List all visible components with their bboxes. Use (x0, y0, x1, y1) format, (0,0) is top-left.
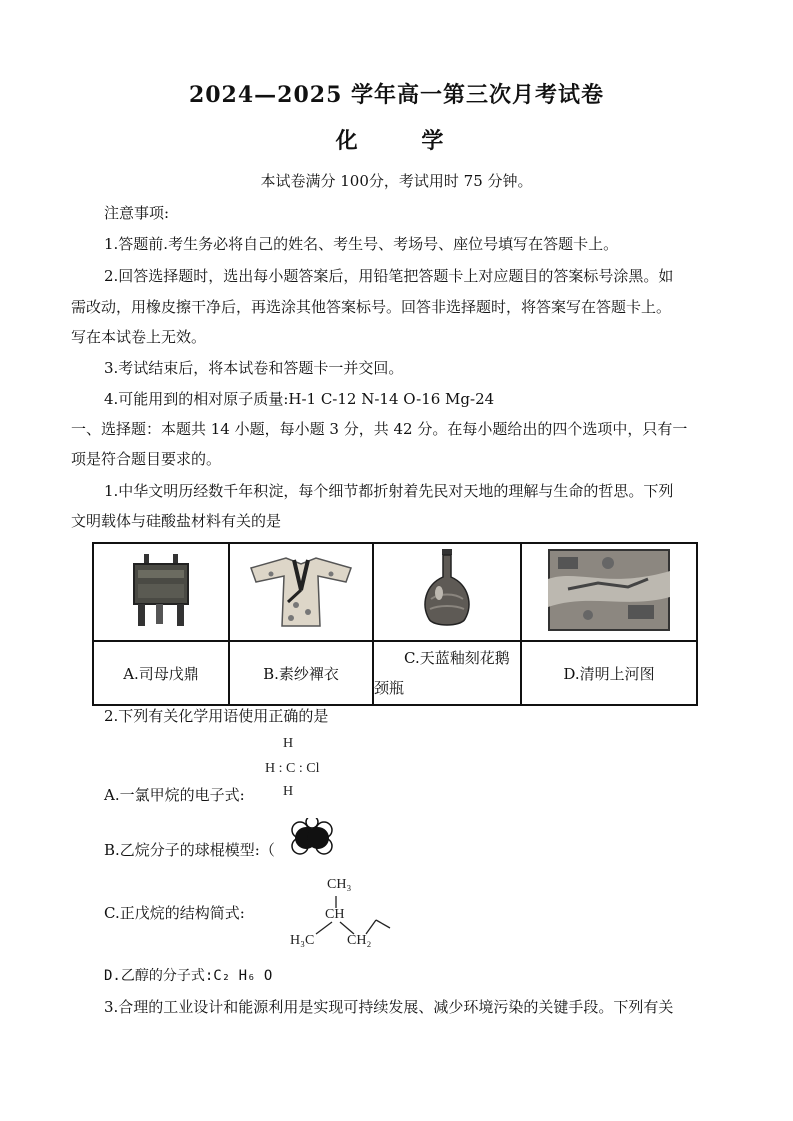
option-c-label-line-2: 颈瓶 (374, 679, 405, 697)
pentane-ch3-top: CH₃ (327, 877, 352, 892)
pentane-bonds (300, 890, 400, 940)
porcelain-vase-icon (417, 547, 477, 633)
q1-options-table (92, 542, 696, 704)
note-item-2-line-3: 写在本试卷上无效。 (71, 328, 207, 346)
chloromethane-middle: H : C : Cl (265, 761, 320, 776)
painting-scroll-icon (548, 549, 670, 631)
note-item-1: 1.答题前.考生务必将自己的姓名、考生号、考场号、座位号填写在答题卡上。 (104, 235, 619, 253)
pentane-ch: CH (325, 907, 345, 922)
q2-option-b: B.乙烷分子的球棍模型:（ (104, 841, 275, 859)
q2-stem: 2.下列有关化学用语使用正确的是 (104, 707, 329, 725)
q1-stem-line-2: 文明载体与硅酸盐材料有关的是 (71, 512, 282, 530)
subject-title: 化 学 (335, 128, 472, 154)
option-a-image-cell (93, 543, 229, 641)
ball-stick-model-icon (288, 818, 336, 858)
pentane-h3c: H₃C (290, 933, 315, 948)
q2-option-d: D.乙醇的分子式:C₂ H₆ O (104, 968, 273, 984)
q2-option-a: A.一氯甲烷的电子式: (104, 786, 245, 804)
section-1-line-2: 项是符合题目要求的。 (71, 450, 222, 468)
notes-heading: 注意事项: (104, 204, 170, 222)
note-item-2-line-1: 2.回答选择题时，选出每小题答案后，用铅笔把答题卡上对应题目的答案标号涂黑。如 (104, 267, 674, 285)
option-d-label: D.清明上河图 (521, 641, 697, 705)
option-c-label-line-1: C.天蓝釉刻花鹅 (404, 649, 510, 667)
q3-stem-line-1: 3.合理的工业设计和能源利用是实现可持续发展、减少环境污染的关键手段。下列有关 (104, 998, 674, 1016)
note-item-3: 3.考试结束后，将本试卷和答题卡一并交回。 (104, 359, 404, 377)
section-1-line-1: 一、选择题：本题共 14 小题，每小题 3 分，共 42 分。在每小题给出的四个选项中，只有一 (71, 420, 688, 438)
q2-option-c: C.正戊烷的结构简式: (104, 904, 245, 922)
note-item-2-line-2: 需改动，用橡皮擦干净后，再选涂其他答案标号。回答非选择题时，将答案写在答题卡上。 (71, 298, 672, 316)
option-c-image-cell (373, 543, 521, 641)
exam-info: 本试卷满分 100分，考试用时 75 分钟。 (260, 172, 533, 190)
chloromethane-h-top: H (283, 736, 294, 751)
note-item-4: 4.可能用到的相对原子质量:H-1 C-12 N-14 O-16 Mg-24 (104, 390, 495, 408)
silk-robe-icon (246, 550, 356, 630)
option-b-image-cell (229, 543, 373, 641)
q1-stem-line-1: 1.中华文明历经数千年积淀，每个细节都折射着先民对天地的理解与生命的哲思。下列 (104, 482, 674, 500)
option-d-image-cell (521, 543, 697, 641)
option-b-label: B.素纱襌衣 (229, 641, 373, 705)
option-a-label: A.司母戊鼎 (93, 641, 229, 705)
option-c-label (373, 641, 521, 705)
bronze-ding-icon (126, 550, 196, 630)
chloromethane-h-bottom: H (283, 784, 294, 799)
exam-title: 2024—2025 学年高一第三次月考试卷 (188, 82, 605, 108)
pentane-ch2: CH₂ (347, 933, 372, 948)
